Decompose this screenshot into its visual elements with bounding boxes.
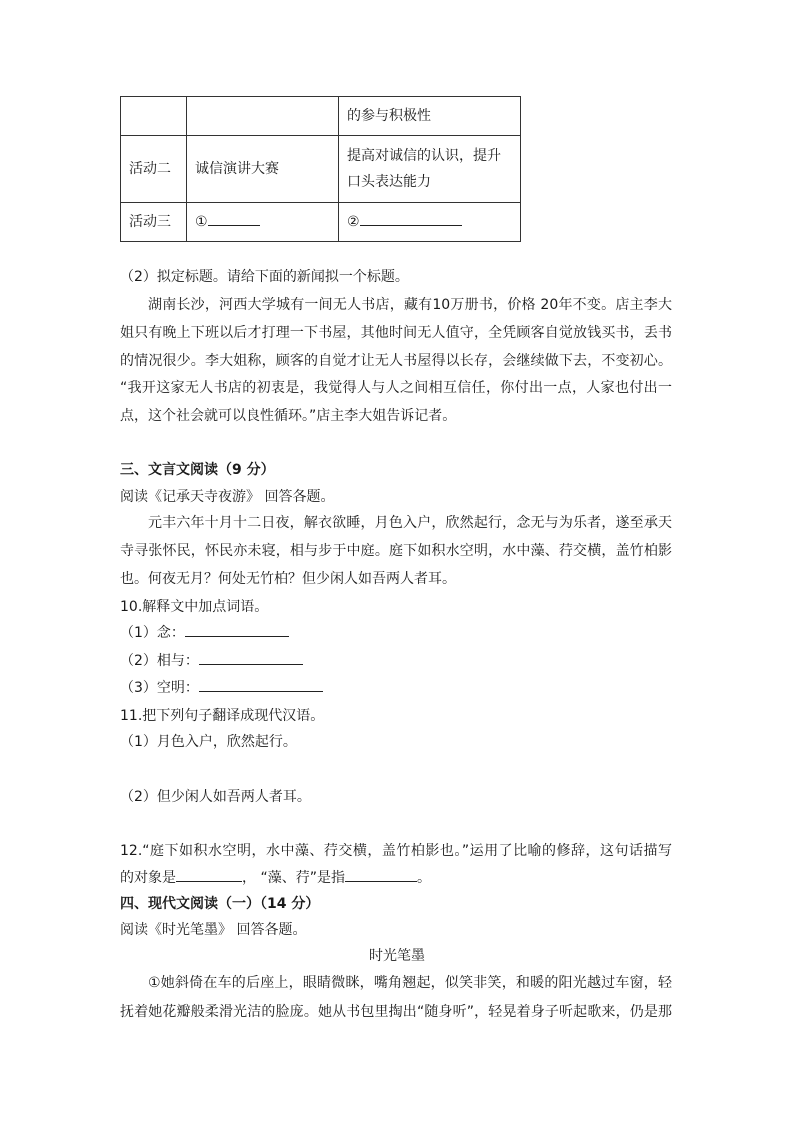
answer-blank[interactable]: [345, 867, 417, 882]
section-4-heading: 四、现代文阅读（一）（14 分）: [120, 896, 320, 912]
table-cell: 诚信演讲大赛: [187, 136, 339, 203]
section-3-intro: 阅读《记承天寺夜游》 回答各题。: [120, 489, 335, 505]
news-line: 的情况很少。李大姐称，顾客的自觉才让无人书屋得以长存，会继续做下去，不变初心。: [120, 353, 672, 369]
answer-blank[interactable]: [360, 211, 462, 226]
table-cell: 的参与积极性: [339, 97, 521, 136]
answer-blank[interactable]: [199, 677, 323, 692]
passage-line: 寺寻张怀民，怀民亦未寝，相与步于中庭。庭下如积水空明，水中藻、荇交横，盖竹柏影: [120, 543, 672, 559]
question-11: 11.把下列句子翻译成现代汉语。: [120, 708, 325, 724]
news-line: 湖南长沙，河西大学城有一间无人书店，藏有10万册书，价格 20年不变。店主李大: [148, 297, 672, 313]
question-2-prompt: （2）拟定标题。请给下面的新闻拟一个标题。: [120, 269, 409, 285]
question-11-item: （2）但少闲人如吾两人者耳。: [120, 789, 311, 805]
answer-blank-label: ①: [195, 214, 208, 230]
table-cell: 提高对诚信的认识，提升口头表达能力: [339, 136, 521, 203]
answer-blank-label: ②: [347, 214, 360, 230]
news-line: “我开这家无人书店的初衷是，我觉得人与人之间相互信任，你付出一点，人家也付出一: [120, 380, 672, 396]
passage-line: 也。何夜无月？何处无竹柏？但少闲人如吾两人者耳。: [120, 571, 456, 587]
table-cell: [187, 203, 339, 242]
answer-blank[interactable]: [208, 211, 260, 226]
question-10: 10.解释文中加点词语。: [120, 599, 269, 615]
answer-blank[interactable]: [199, 650, 303, 665]
table-row: [121, 97, 521, 136]
question-12: 12.“庭下如积水空明，水中藻、荇交横，盖竹柏影也。”运用了比喻的修辞，这句话描写: [120, 843, 672, 859]
table-cell: 活动二: [121, 136, 187, 203]
table-cell: [339, 203, 521, 242]
news-line: 姐只有晚上下班以后才打理一下书屋，其他时间无人值守，全凭顾客自觉放钱买书，丢书: [120, 325, 672, 341]
news-line: 点，这个社会就可以良性循环。”店主李大姐告诉记者。: [120, 408, 457, 424]
answer-blank[interactable]: [185, 622, 289, 637]
table-cell: 活动三: [121, 203, 187, 242]
question-10-item: （3）空明：: [120, 677, 323, 697]
essay-title: 时光笔墨: [369, 948, 425, 964]
question-11-item: （1）月色入户，欣然起行。: [120, 734, 297, 750]
activity-table: [120, 96, 521, 242]
essay-line: 抚着她花瓣般柔滑光洁的脸庞。她从书包里掏出“随身听”，轻晃着身子听起歌来，仍是那: [120, 1004, 672, 1020]
table-row: [121, 136, 521, 203]
essay-line: ①她斜倚在车的后座上，眼睛微眯，嘴角翘起，似笑非笑，和暖的阳光越过车窗，轻: [148, 975, 672, 991]
question-12-line2: 的对象是 ， “藻、荇”是指 。: [120, 867, 431, 887]
table-row: [121, 203, 521, 242]
table-cell: [187, 97, 339, 136]
section-4-intro: 阅读《时光笔墨》 回答各题。: [120, 922, 307, 938]
question-10-item: （2）相与：: [120, 650, 303, 670]
answer-blank[interactable]: [176, 867, 242, 882]
question-10-item: （1）念：: [120, 622, 289, 642]
section-3-heading: 三、文言文阅读（9 分）: [120, 462, 275, 478]
table-cell: [121, 97, 187, 136]
passage-line: 元丰六年十月十二日夜，解衣欲睡，月色入户，欣然起行，念无与为乐者，遂至承天: [148, 515, 672, 531]
